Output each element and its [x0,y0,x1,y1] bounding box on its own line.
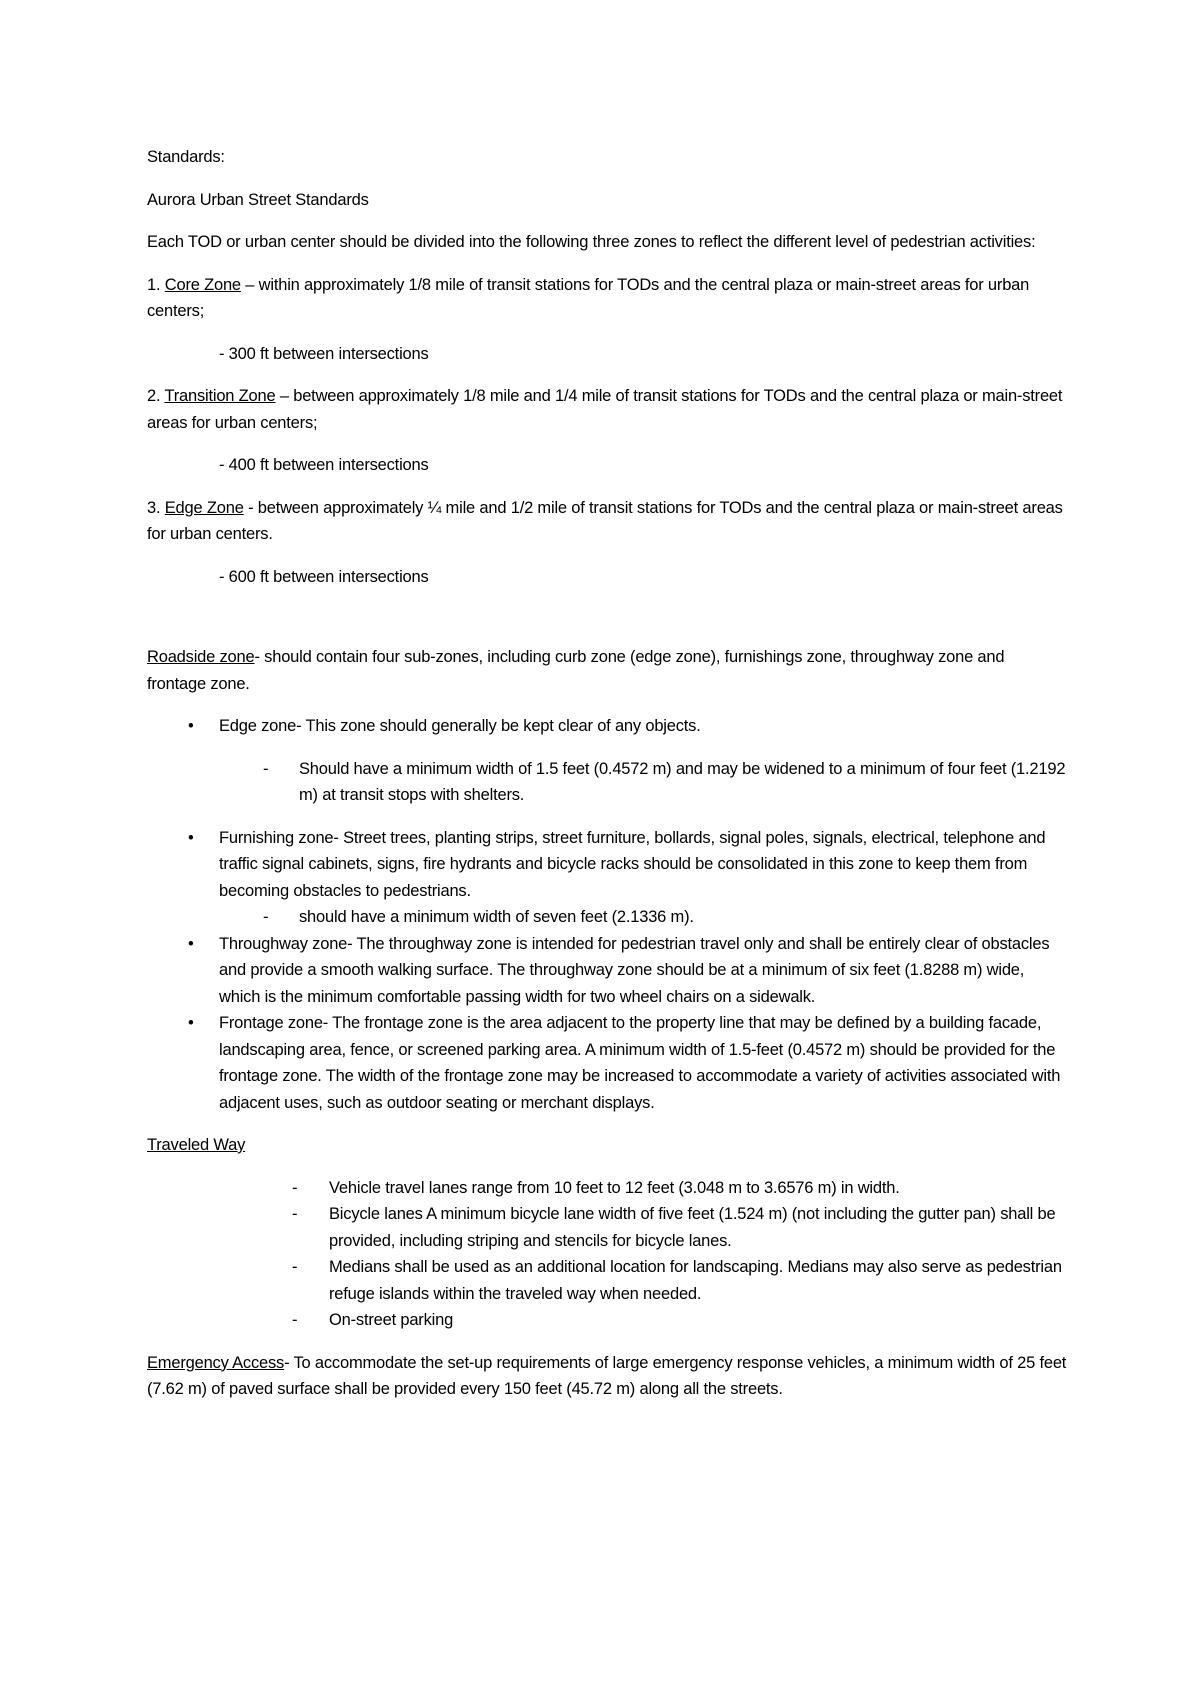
intro-paragraph: Each TOD or urban center should be divided into the following three zones to reflect the different level of pedestrian activities: [147,233,1036,251]
document-heading: Standards: [147,148,225,166]
zone-item-transition [147,383,1067,436]
zone-number: 1. [147,275,165,294]
zone-number: 3. [147,498,165,517]
document-body [147,144,1067,1419]
zone-spacing: - 400 ft between intersections [219,456,429,474]
spacer [147,606,1067,644]
list-item [147,1307,1067,1334]
list-item [147,904,1067,931]
roadside-subzone-list [147,713,1067,1116]
list-item-sub [147,756,1067,809]
zone-description: – within approximately 1/8 mile of transit stations for TODs and the central plaza or main-street areas for urban centers; [147,275,1030,320]
list-item-text: Medians shall be used as an additional location for landscaping. Medians may also serve as pedestrian refuge islands within the traveled way when needed. [329,1258,1062,1303]
traveled-way-list [147,1175,1067,1334]
section-label: Traveled Way [147,1136,246,1154]
list-item-text: Should have a minimum width of 1.5 feet (0.4572 m) and may be widened to a minimum of four feet (1.2192 m) at transit stops with shelters. [299,759,1066,804]
list-item [147,756,1067,809]
zone-description: - between approximately ¼ mile and 1/2 mile of transit stations for TODs and the central plaza or main-street areas for urban centers. [147,498,1063,543]
bullet-icon: • [188,717,194,735]
list-item [147,713,1067,740]
traveled-way-heading [147,1132,1067,1159]
dash-icon: - [292,1311,298,1329]
list-item-text: Furnishing zone- Street trees, planting strips, street furniture, bollards, signal poles, signals, electrical, telephone and traffic signal cabinets, signs, fire hydrants and bicycle racks should be consolidated in this zone to keep them from becoming obstacles to pedestrians. [219,828,1046,900]
zone-item-core [147,272,1067,325]
list-item [147,1254,1067,1307]
dash-icon: - [263,759,269,778]
zone-item-edge [147,495,1067,548]
list-item [147,931,1067,1011]
zone-name: Edge Zone [164,498,244,517]
list-item [147,1201,1067,1254]
zone-number: 2. [147,387,165,405]
zone-spacing: - 300 ft between intersections [219,344,429,363]
list-item-text: Frontage zone- The frontage zone is the area adjacent to the property line that may be defined by a building facade, landscaping area, fence, or screened parking area. A minimum width of 1.5-feet (0.4572 m) should be provided for the frontage zone. The width of the frontage zone may be increased to accommodate a variety of activities associated with adjacent uses, such as outdoor seating or merchant displays. [219,1014,1061,1112]
list-item [147,1010,1067,1116]
list-item-text: On-street parking [329,1311,454,1329]
list-item [147,825,1067,905]
list-item [147,1175,1067,1202]
zone-name: Transition Zone [164,387,276,405]
list-item-text: should have a minimum width of seven feet (2.1336 m). [299,908,694,926]
zone-spacing: - 600 ft between intersections [219,567,429,586]
bullet-icon: • [188,1014,194,1032]
section-label: Roadside zone [147,648,255,666]
list-item-sub [147,904,1067,931]
list-item-text: Vehicle travel lanes range from 10 feet to 12 feet (3.048 m to 3.6576 m) in width. [329,1178,900,1197]
roadside-zone-paragraph [147,644,1067,697]
sub-list [147,756,1067,809]
list-item-text: Edge zone- This zone should generally be kept clear of any objects. [219,717,701,735]
emergency-access-paragraph [147,1350,1067,1403]
section-description: - To accommodate the set-up requirements of large emergency response vehicles, a minimum width of 25 feet (7.62 m) of paved surface shall be provided every 150 feet (45.72 m) along all the streets. [147,1353,1067,1398]
dash-icon: - [292,1205,298,1223]
zone-description: – between approximately 1/8 mile and 1/4 mile of transit stations for TODs and the central plaza or main-street areas for urban centers; [147,387,1063,432]
section-description: - should contain four sub-zones, including curb zone (edge zone), furnishings zone, throughway zone and frontage zone. [147,648,1005,693]
list-item-text: Throughway zone- The throughway zone is intended for pedestrian travel only and shall be entirely clear of obstacles and provide a smooth walking surface. The throughway zone should be at a minimum of six feet (1.8288 m) wide, which is the minimum comfortable passing width for two wheel chairs on a sidewalk. [219,934,1050,1006]
section-label: Emergency Access [147,1353,285,1372]
bullet-icon: • [188,934,194,953]
dash-icon: - [263,908,269,926]
list-item-text: Bicycle lanes A minimum bicycle lane width of five feet (1.524 m) (not including the gutter pan) shall be provided, including striping and stencils for bicycle lanes. [329,1205,1056,1250]
zone-name: Core Zone [164,275,241,294]
sub-list [147,904,1067,931]
document-subheading: Aurora Urban Street Standards [147,190,369,209]
dash-icon: - [292,1258,298,1276]
bullet-icon: • [188,828,194,847]
dash-icon: - [292,1178,298,1197]
